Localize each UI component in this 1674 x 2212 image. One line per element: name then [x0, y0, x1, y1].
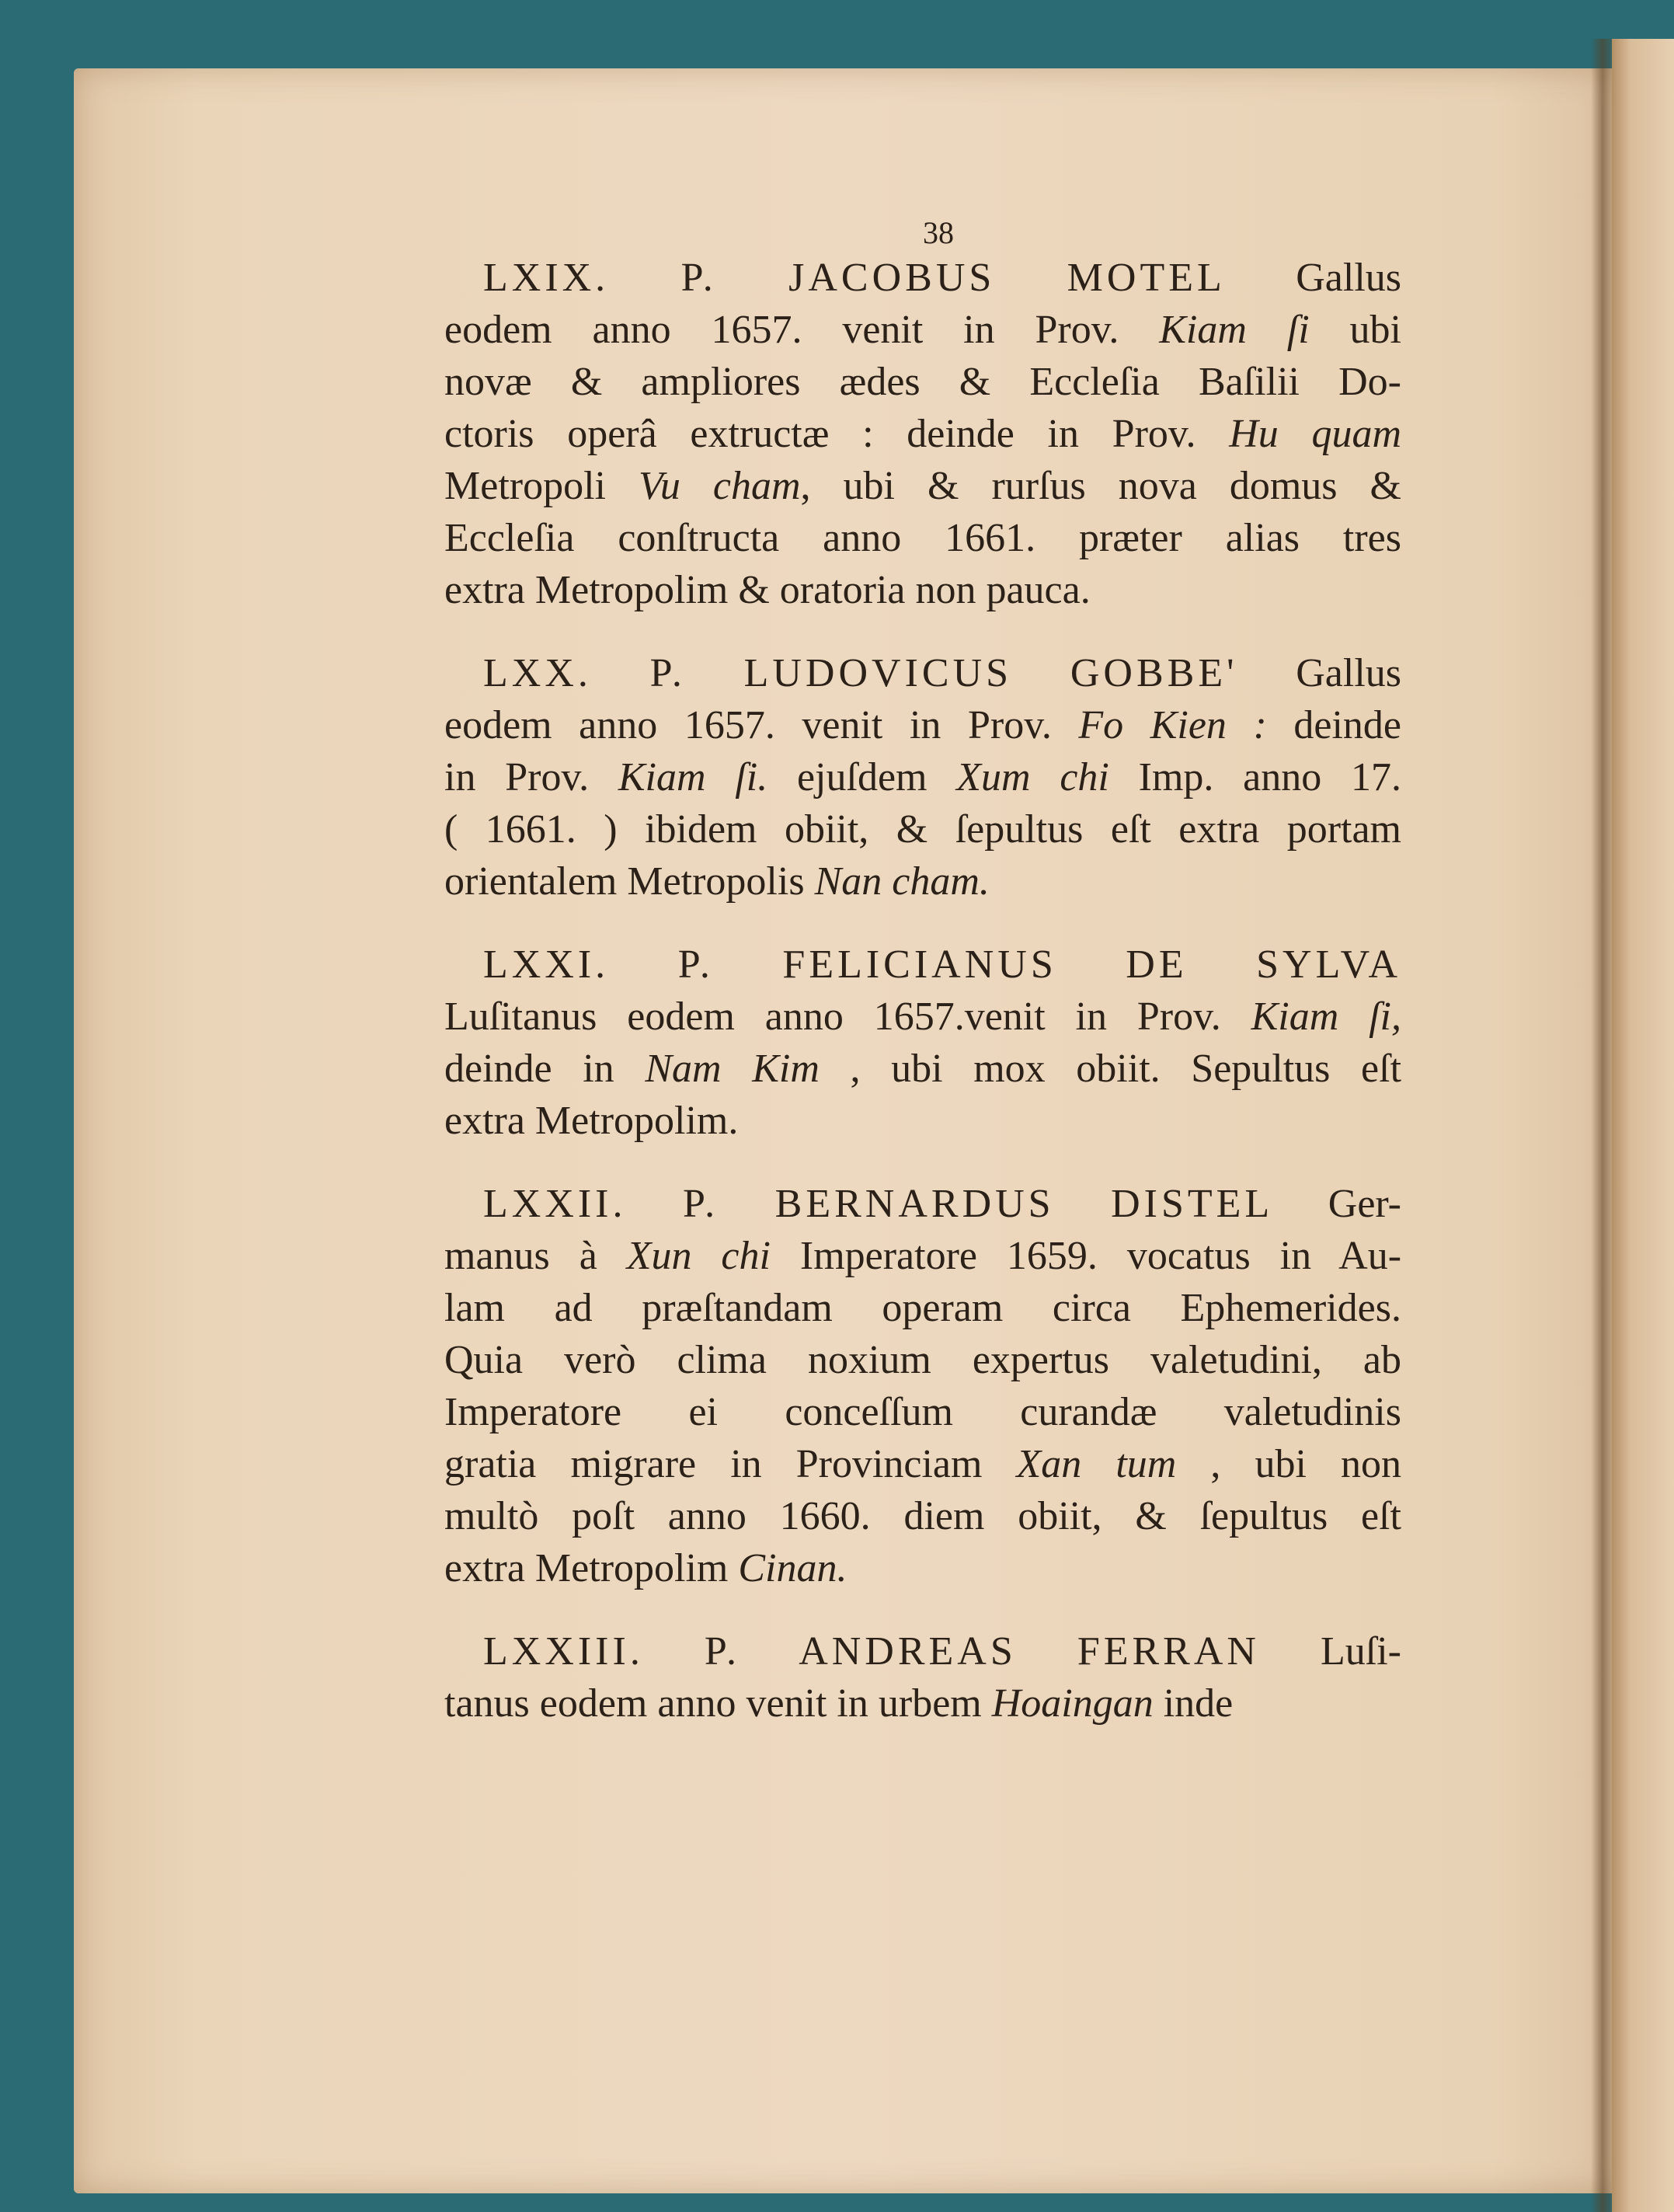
entries-list — [444, 252, 1401, 1730]
entry — [444, 939, 1401, 1147]
entry-heading: LXXIII. P. ANDREAS FERRAN — [483, 1629, 1321, 1674]
text-run: , ubi mox obiit. Sepultus eſt — [819, 1047, 1402, 1091]
text-run: Gallus — [1296, 256, 1401, 300]
text-run: Luſitanus eodem anno 1657.venit in Prov. — [444, 995, 1251, 1039]
italic-text: Xan tum — [1016, 1442, 1177, 1486]
text-run: Metropoli — [444, 464, 639, 508]
italic-text: Kiam ſi, — [1251, 995, 1402, 1039]
italic-text: Fo Kien : — [1078, 703, 1267, 747]
italic-text: Vu cham — [638, 464, 801, 508]
text-line — [444, 1490, 1401, 1542]
text-run: ubi — [1309, 308, 1401, 352]
text-run: Imp. anno 17. — [1108, 755, 1402, 799]
italic-text: Xum chi — [956, 755, 1109, 799]
text-line — [444, 1438, 1401, 1490]
text-run: Gallus — [1296, 651, 1401, 695]
text-line — [444, 1625, 1401, 1677]
italic-text: Nan cham. — [814, 859, 990, 904]
text-run: eodem anno 1657. venit in Prov. — [444, 308, 1160, 352]
text-run: Eccleſia conſtructa anno 1661. præter alias tres — [444, 516, 1401, 560]
entry — [444, 1625, 1401, 1730]
text-run: in Prov. — [444, 755, 618, 799]
page-number: 38 — [923, 215, 954, 250]
text-line — [444, 356, 1401, 408]
text-run: , ubi & rurſus nova domus & — [800, 464, 1401, 508]
text-run: manus à — [444, 1234, 627, 1278]
text-run: multò poſt anno 1660. diem obiit, & ſepultus eſt — [444, 1494, 1401, 1538]
text-line — [444, 304, 1401, 356]
text-line — [444, 252, 1401, 304]
text-line — [444, 939, 1401, 991]
text-line — [444, 855, 1401, 907]
text-line — [444, 1677, 1401, 1730]
entry — [444, 1178, 1401, 1594]
text-run: ( 1661. ) ibidem obiit, & ſepultus eſt extra portam — [444, 807, 1401, 852]
text-run: Luſi- — [1321, 1629, 1401, 1674]
text-run: ejuſdem — [767, 755, 957, 799]
entry-heading: LXXI. P. FELICIANUS DE SYLVA — [483, 942, 1401, 987]
text-run: inde — [1153, 1681, 1234, 1726]
text-run: lam ad præſtandam operam circa Ephemerides. — [444, 1286, 1401, 1330]
text-line — [444, 1386, 1401, 1438]
text-line — [444, 647, 1401, 699]
page-gutter — [1591, 39, 1614, 2212]
text-run: eodem anno 1657. venit in Prov. — [444, 703, 1079, 747]
entry-heading: LXX. P. LUDOVICUS GOBBE' — [483, 651, 1296, 695]
text-line — [444, 751, 1401, 803]
text-run: ctoris operâ extructæ : deinde in Prov. — [444, 412, 1230, 456]
italic-text: Xun chi — [626, 1234, 771, 1278]
text-line — [444, 1334, 1401, 1386]
italic-text: Nam Kim — [645, 1047, 820, 1091]
facing-page-edge — [1612, 39, 1674, 2212]
text-run: extra Metropolim. — [444, 1099, 739, 1143]
text-run: extra Metropolim — [444, 1546, 739, 1590]
text-run: , ubi non — [1176, 1442, 1402, 1486]
text-line — [444, 1095, 1401, 1147]
text-run: deinde in — [444, 1047, 646, 1091]
italic-text: Kiam ſi — [1159, 308, 1310, 352]
text-line — [444, 1043, 1401, 1095]
text-line — [444, 408, 1401, 460]
entry — [444, 252, 1401, 616]
text-run: Quia verò clima noxium expertus valetudini, ab — [444, 1338, 1401, 1382]
text-line — [444, 460, 1401, 512]
text-line — [444, 803, 1401, 855]
entry-heading: LXIX. P. JACOBUS MOTEL — [483, 256, 1296, 300]
entry-heading: LXXII. P. BERNARDUS DISTEL — [483, 1182, 1328, 1226]
text-run: gratia migrare in Provinciam — [444, 1442, 1017, 1486]
italic-text: Hu quam — [1229, 412, 1402, 456]
text-run: orientalem Metropolis — [444, 859, 815, 904]
page-text — [444, 215, 1402, 1761]
text-run: deinde — [1266, 703, 1402, 747]
entry — [444, 647, 1401, 907]
text-line — [444, 991, 1401, 1043]
text-line — [444, 564, 1401, 616]
text-run: Imperatore ei conceſſum curandæ valetudinis — [444, 1390, 1401, 1434]
text-line — [444, 699, 1401, 751]
text-line — [444, 1282, 1401, 1334]
text-line — [444, 1230, 1401, 1282]
text-run: Imperatore 1659. vocatus in Au- — [770, 1234, 1402, 1278]
italic-text: Cinan. — [738, 1546, 847, 1590]
italic-text: Kiam ſi. — [618, 755, 768, 799]
text-run: Ger- — [1328, 1182, 1401, 1226]
text-run: extra Metropolim & oratoria non pauca. — [444, 568, 1091, 612]
text-line — [444, 1542, 1401, 1594]
text-line — [444, 1178, 1401, 1230]
text-line — [444, 512, 1401, 564]
text-run: novæ & ampliores ædes & Eccleſia Baſilii Do- — [444, 360, 1401, 404]
text-run: tanus eodem anno venit in urbem — [444, 1681, 992, 1726]
italic-text: Hoaingan — [991, 1681, 1154, 1726]
